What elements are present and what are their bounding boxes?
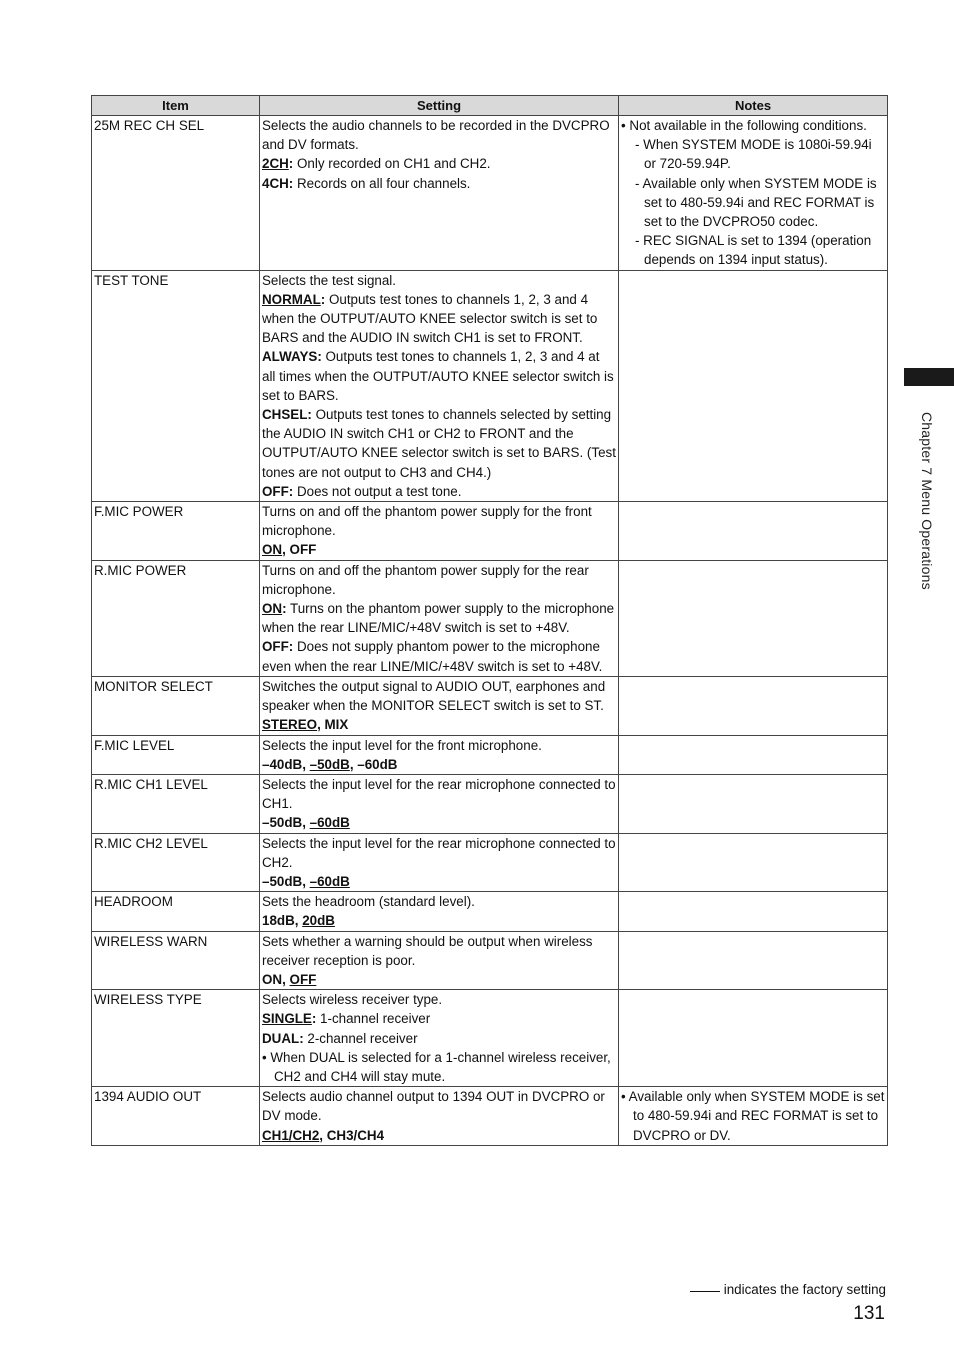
notes-cell — [619, 270, 888, 501]
setting-text: Switches the output signal to AUDIO OUT, earphones and speaker when the MONITOR SELECT switch is set to ST. — [262, 678, 606, 714]
setting-paragraph — [262, 990, 616, 1009]
header-notes: Notes — [619, 96, 888, 116]
setting-option: : — [288, 156, 294, 172]
setting-text: Sets whether a warning should be output when wireless receiver reception is poor. — [262, 933, 593, 968]
notes-cell — [619, 931, 888, 990]
setting-text: Records on all four channels. — [293, 175, 471, 191]
setting-paragraph — [262, 775, 616, 813]
table-row — [92, 892, 888, 931]
table-header-row — [92, 96, 888, 116]
setting-option: –40dB, — [262, 756, 310, 772]
setting-option: OFF — [289, 971, 317, 987]
item-cell: TEST TONE — [92, 270, 260, 501]
setting-paragraph — [262, 813, 616, 832]
item-cell: R.MIC CH2 LEVEL — [92, 833, 260, 892]
setting-text: Outputs test tones to channels 1, 2, 3 and 4 at all times when the OUTPUT/AUTO KNEE selector switch is set to BARS. — [262, 349, 614, 403]
setting-paragraph — [262, 271, 616, 290]
setting-paragraph — [262, 599, 616, 637]
setting-paragraph — [262, 892, 616, 911]
setting-paragraph — [262, 154, 616, 173]
setting-paragraph — [262, 834, 616, 872]
setting-option: –50dB — [309, 756, 350, 772]
setting-paragraph — [262, 502, 616, 540]
setting-text: Selects the input level for the front microphone. — [262, 737, 542, 753]
setting-option: NORMAL — [262, 291, 321, 307]
setting-text: Selects audio channel output to 1394 OUT in DVCPRO or DV mode. — [262, 1089, 605, 1124]
setting-cell — [260, 735, 619, 774]
header-item: Item — [92, 96, 260, 116]
table-row — [92, 931, 888, 990]
underline-sample — [690, 1291, 720, 1292]
setting-option: : — [311, 1011, 317, 1027]
setting-cell — [260, 1087, 619, 1146]
setting-text: Selects the audio channels to be recorded in the DVCPRO and DV formats. — [262, 118, 610, 153]
setting-option: ON — [262, 542, 283, 558]
item-cell: WIRELESS TYPE — [92, 990, 260, 1087]
note-line: - REC SIGNAL is set to 1394 (operation depends on 1394 input status). — [635, 233, 872, 268]
setting-option: –60dB — [309, 815, 350, 831]
notes-cell — [619, 774, 888, 833]
setting-option: ON — [262, 601, 283, 617]
setting-paragraph — [262, 405, 616, 482]
setting-paragraph — [262, 347, 616, 405]
chapter-tab-marker — [904, 368, 954, 386]
table-row — [92, 270, 888, 501]
setting-paragraph — [262, 174, 616, 193]
setting-paragraph — [262, 736, 616, 755]
table-row — [92, 1087, 888, 1146]
setting-cell — [260, 990, 619, 1087]
note-line: • Not available in the following conditions. — [621, 118, 867, 133]
setting-paragraph — [262, 715, 616, 734]
item-cell: R.MIC CH1 LEVEL — [92, 774, 260, 833]
setting-cell — [260, 270, 619, 501]
setting-paragraph — [262, 540, 616, 559]
item-cell: HEADROOM — [92, 892, 260, 931]
setting-option: –60dB — [309, 873, 350, 889]
setting-cell — [260, 931, 619, 990]
setting-option: , MIX — [317, 717, 349, 733]
setting-text: Turns on and off the phantom power supply for the front microphone. — [262, 504, 592, 539]
item-cell: R.MIC POWER — [92, 560, 260, 676]
setting-text: Only recorded on CH1 and CH2. — [293, 156, 491, 172]
setting-option: –50dB, — [262, 873, 310, 889]
page-number: 131 — [853, 1303, 885, 1324]
item-cell: MONITOR SELECT — [92, 676, 260, 735]
setting-paragraph — [262, 911, 616, 930]
setting-cell — [260, 833, 619, 892]
menu-settings-table — [91, 95, 888, 1146]
item-cell: F.MIC POWER — [92, 502, 260, 561]
setting-paragraph — [262, 677, 616, 715]
notes-cell — [619, 502, 888, 561]
setting-option: : — [282, 601, 287, 617]
setting-option: 20dB — [302, 913, 335, 929]
setting-paragraph — [262, 637, 616, 675]
setting-paragraph — [262, 1029, 616, 1048]
notes-cell — [619, 116, 888, 271]
setting-option: 2CH — [262, 156, 289, 172]
setting-option: , CH3/CH4 — [319, 1127, 385, 1143]
setting-option: CHSEL: — [262, 407, 312, 423]
notes-cell — [619, 1087, 888, 1146]
setting-cell — [260, 676, 619, 735]
setting-text: Does not supply phantom power to the microphone even when the rear LINE/MIC/+48V switch is set to +48V. — [262, 639, 603, 674]
setting-paragraph — [262, 290, 616, 348]
notes-cell — [619, 735, 888, 774]
setting-paragraph — [262, 970, 616, 989]
setting-option: ON, — [262, 971, 290, 987]
setting-paragraph — [262, 561, 616, 599]
setting-option: : — [320, 291, 326, 307]
setting-option: OFF: — [262, 483, 294, 499]
note-line: • Available only when SYSTEM MODE is set to 480-59.94i and REC FORMAT is set to DVCPRO or DV. — [621, 1089, 885, 1143]
setting-option: , –60dB — [349, 756, 398, 772]
setting-cell — [260, 892, 619, 931]
setting-paragraph — [262, 1048, 616, 1086]
item-cell: WIRELESS WARN — [92, 931, 260, 990]
setting-option: STEREO — [262, 717, 318, 733]
setting-option: , OFF — [282, 542, 317, 558]
setting-text: • When DUAL is selected for a 1-channel wireless receiver, CH2 and CH4 will stay mute. — [262, 1049, 611, 1084]
setting-text: Does not output a test tone. — [293, 483, 462, 499]
setting-text: Selects the input level for the rear microphone connected to CH2. — [262, 835, 616, 870]
setting-option: ALWAYS: — [262, 349, 322, 365]
table-row — [92, 676, 888, 735]
table-row — [92, 735, 888, 774]
setting-text: Selects the input level for the rear microphone connected to CH1. — [262, 776, 616, 812]
setting-paragraph — [262, 755, 616, 774]
setting-text: Turns on the phantom power supply to the microphone when the rear LINE/MIC/+48V switch is set to +48V. — [262, 601, 615, 636]
setting-paragraph — [262, 872, 616, 891]
notes-cell — [619, 833, 888, 892]
setting-text: Outputs test tones to channels selected by setting the AUDIO IN switch CH1 or CH2 to FRONT and the OUTPUT/AUTO KNEE selector switch is set to BARS. (Test tones are not output to CH3 and CH4.) — [262, 407, 616, 480]
setting-cell — [260, 774, 619, 833]
setting-text: 2-channel receiver — [303, 1030, 418, 1046]
chapter-side-label: Chapter 7 Menu Operations — [919, 412, 936, 590]
setting-option: DUAL: — [262, 1030, 304, 1046]
notes-cell — [619, 676, 888, 735]
table-row — [92, 990, 888, 1087]
setting-text: Selects the test signal. — [262, 272, 396, 288]
item-cell: 25M REC CH SEL — [92, 116, 260, 271]
setting-option: OFF: — [262, 639, 294, 655]
table-row — [92, 560, 888, 676]
setting-paragraph — [262, 1126, 616, 1145]
setting-text: Sets the headroom (standard level). — [262, 894, 475, 910]
setting-cell — [260, 502, 619, 561]
note-line: - When SYSTEM MODE is 1080i-59.94i or 720-59.94P. — [635, 137, 872, 172]
setting-paragraph — [262, 932, 616, 970]
notes-cell — [619, 560, 888, 676]
setting-option: –50dB, — [262, 815, 310, 831]
notes-cell — [619, 990, 888, 1087]
setting-option: 18dB, — [262, 913, 303, 929]
setting-paragraph — [262, 1087, 616, 1125]
setting-cell — [260, 560, 619, 676]
setting-paragraph — [262, 116, 616, 154]
table-row — [92, 502, 888, 561]
setting-text: Turns on and off the phantom power supply for the rear microphone. — [262, 562, 589, 597]
item-cell: 1394 AUDIO OUT — [92, 1087, 260, 1146]
setting-text: 1-channel receiver — [316, 1011, 431, 1027]
setting-cell — [260, 116, 619, 271]
setting-text: Selects wireless receiver type. — [262, 992, 443, 1008]
setting-paragraph — [262, 1009, 616, 1028]
table-row — [92, 833, 888, 892]
header-setting: Setting — [260, 96, 619, 116]
item-cell: F.MIC LEVEL — [92, 735, 260, 774]
setting-text: Outputs test tones to channels 1, 2, 3 and 4 when the OUTPUT/AUTO KNEE selector switch is set to BARS and the AUDIO IN switch CH1 is set to FRONT. — [262, 291, 598, 346]
table-row — [92, 774, 888, 833]
notes-cell — [619, 892, 888, 931]
setting-paragraph — [262, 482, 616, 501]
setting-option: CH1/CH2 — [262, 1127, 320, 1143]
factory-note-text: indicates the factory setting — [723, 1282, 886, 1297]
factory-setting-legend — [690, 1280, 886, 1299]
setting-option: SINGLE — [262, 1011, 312, 1027]
setting-option: 4CH: — [262, 175, 294, 191]
note-line: - Available only when SYSTEM MODE is set to 480-59.94i and REC FORMAT is set to the DVCPRO50 codec. — [635, 175, 877, 230]
table-row — [92, 116, 888, 271]
